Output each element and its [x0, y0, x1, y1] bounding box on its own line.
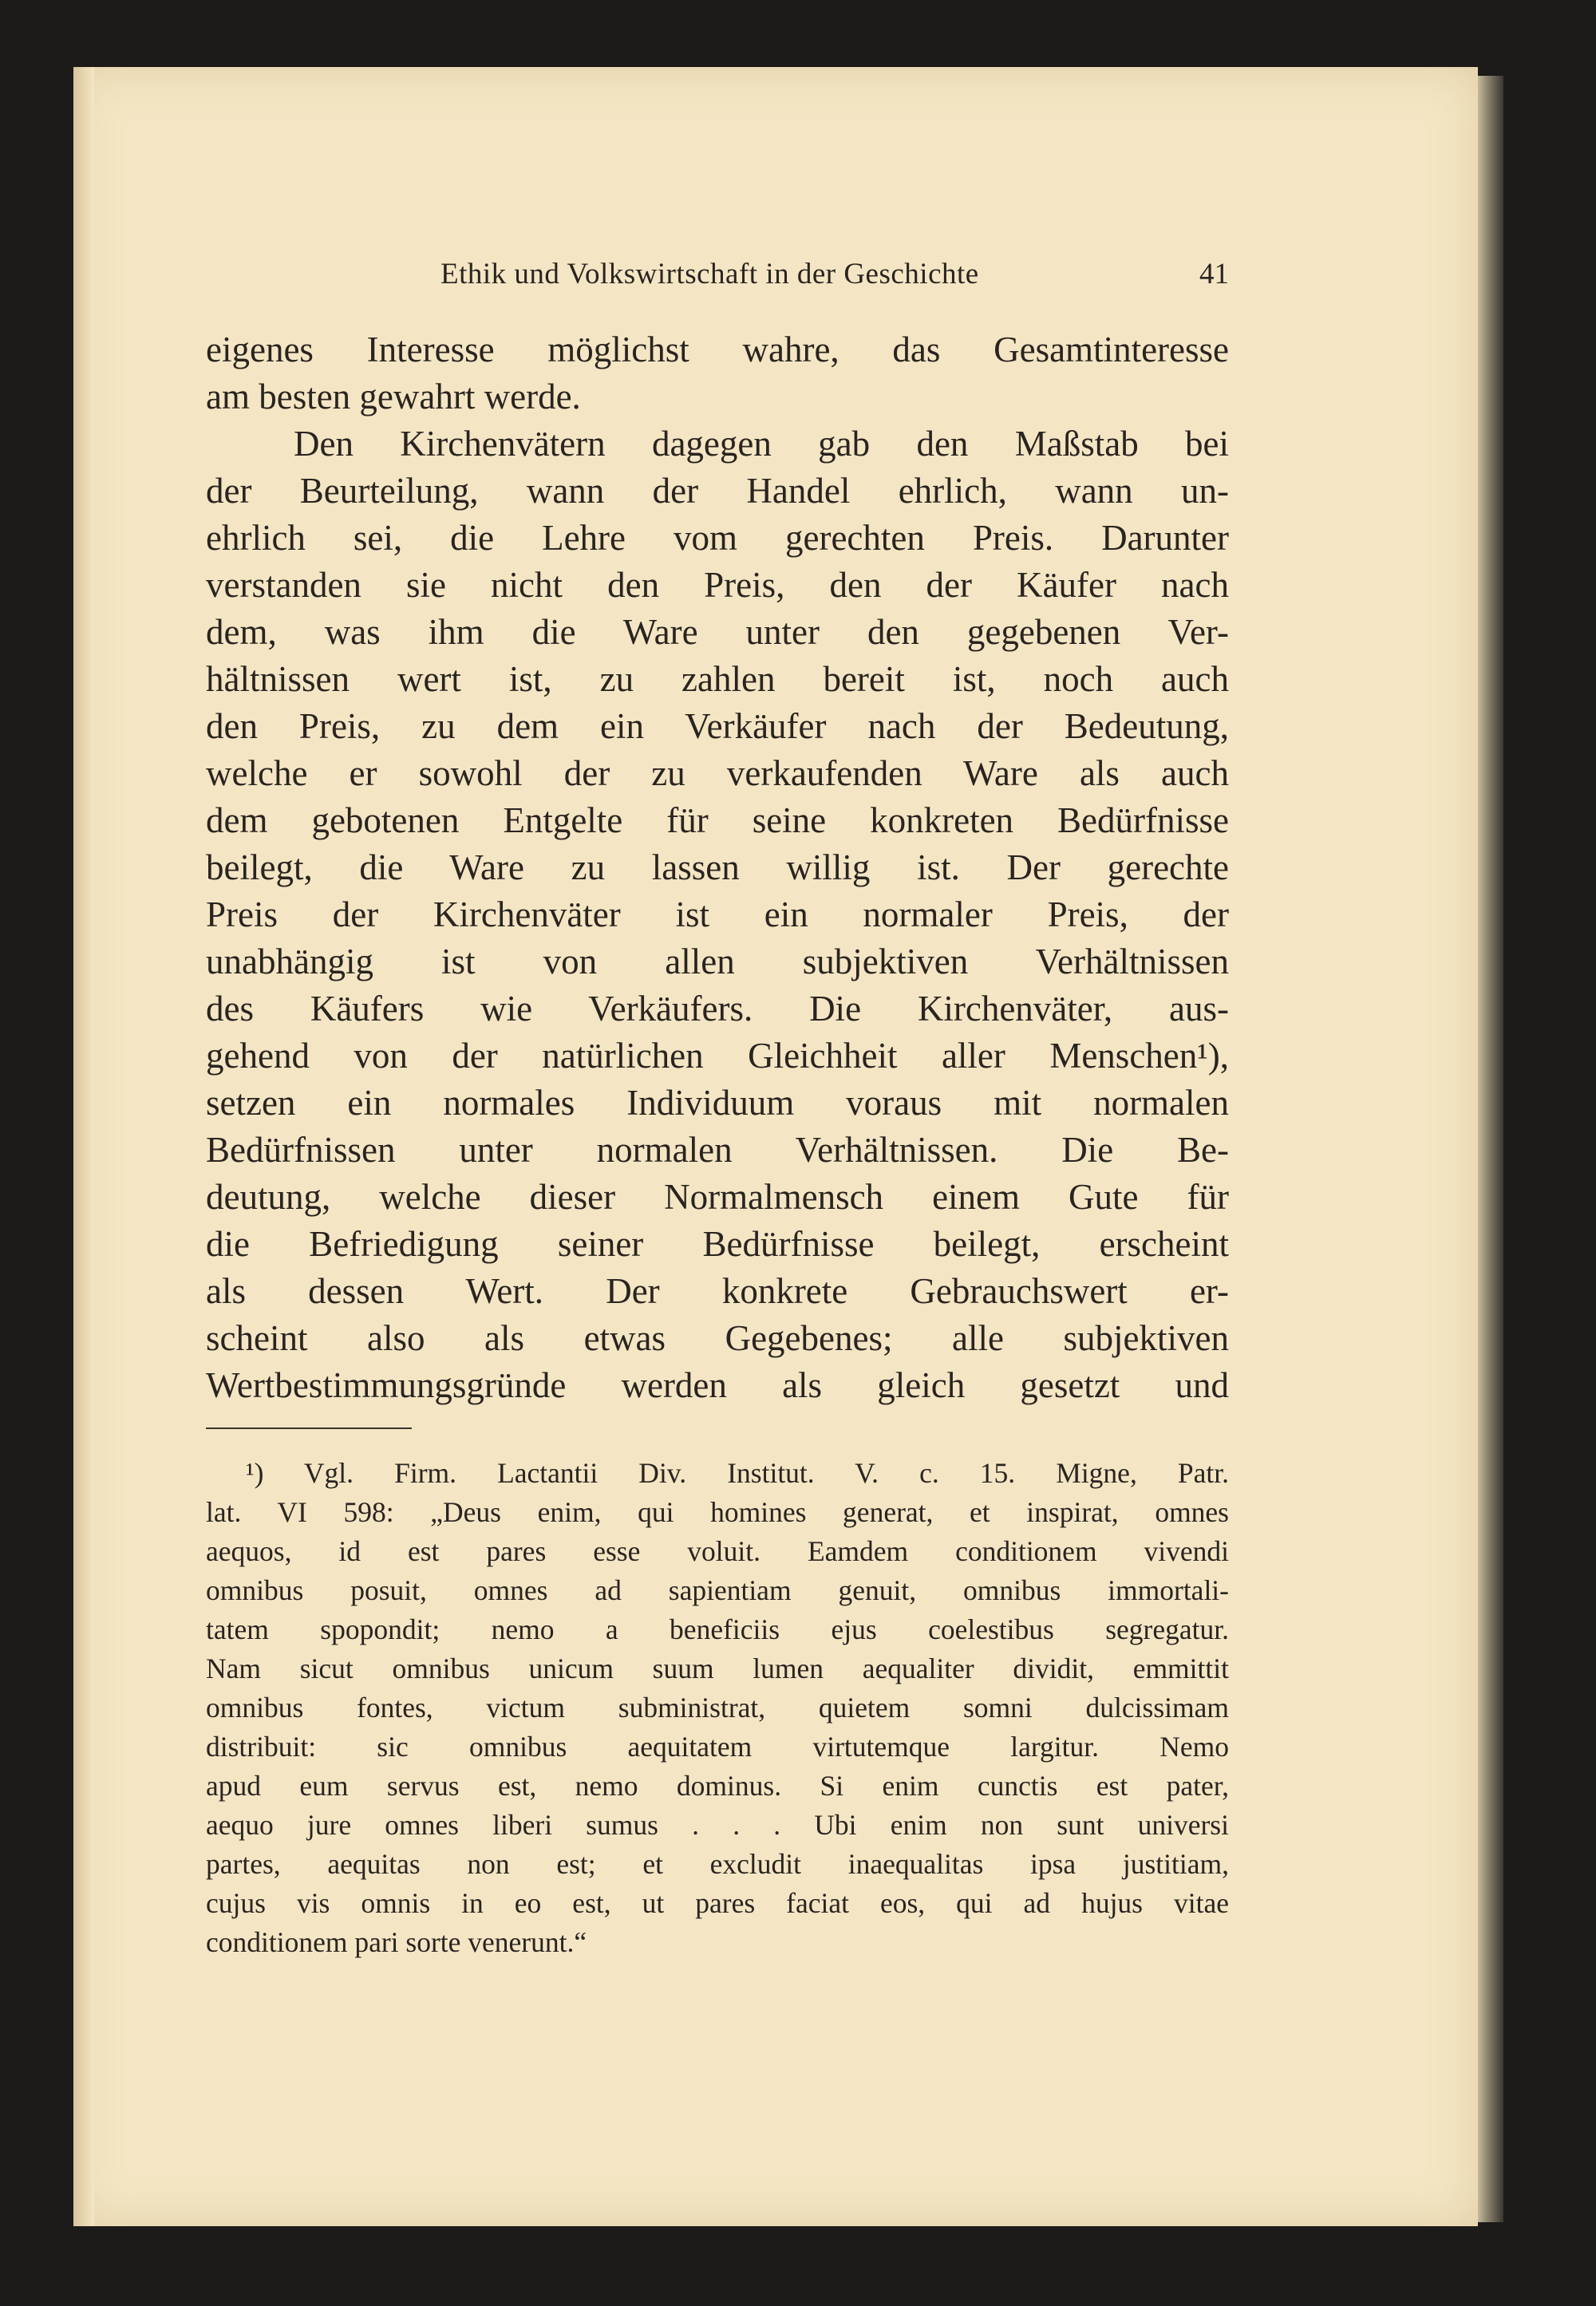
footnote-line: Nam sicut omnibus unicum suum lumen aequaliter dividit, emmittit: [206, 1653, 1229, 1684]
footnote-line: omnibus posuit, omnes ad sapientiam genuit, omnibus immortali-: [206, 1574, 1229, 1606]
body-text-line: die Befriedigung seiner Bedürfnisse beilegt, erscheint: [206, 1224, 1229, 1264]
footnote-line: distribuit: sic omnibus aequitatem virtutemque largitur. Nemo: [206, 1731, 1229, 1763]
footnote-line: aequos, id est pares esse voluit. Eamdem conditionem vivendi: [206, 1535, 1229, 1567]
body-text-line: ehrlich sei, die Lehre vom gerechten Preis. Darunter: [206, 518, 1229, 558]
body-text-line: beilegt, die Ware zu lassen willig ist. Der gerechte: [206, 847, 1229, 887]
book-page: [73, 67, 1478, 2226]
page-number: 41: [1199, 258, 1229, 290]
footnote-line: aequo jure omnes liberi sumus . . . Ubi enim non sunt universi: [206, 1809, 1229, 1841]
running-title: Ethik und Volkswirtschaft in der Geschichte: [440, 258, 979, 290]
footnote-line: ¹) Vgl. Firm. Lactantii Div. Institut. V. c. 15. Migne, Patr.: [246, 1457, 1229, 1489]
running-header: [206, 255, 1229, 294]
footnote-line: cujus vis omnis in eo est, ut pares faciat eos, qui ad hujus vitae: [206, 1887, 1229, 1919]
body-text-line: des Käufers wie Verkäufers. Die Kirchenväter, aus-: [206, 989, 1229, 1029]
body-text-line: deutung, welche dieser Normalmensch einem Gute für: [206, 1177, 1229, 1217]
footnote-line: lat. VI 598: „Deus enim, qui homines generat, et inspirat, omnes: [206, 1496, 1229, 1528]
body-text-line: als dessen Wert. Der konkrete Gebrauchswert er-: [206, 1271, 1229, 1311]
body-text-line: der Beurteilung, wann der Handel ehrlich, wann un-: [206, 471, 1229, 511]
footnote-line: omnibus fontes, victum subministrat, quietem somni dulcissimam: [206, 1692, 1229, 1724]
footnote-line: conditionem pari sorte venerunt.“: [206, 1926, 587, 1958]
page-stack-edge: [1476, 76, 1503, 2222]
footnote-line: partes, aequitas non est; et excludit inaequalitas ipsa justitiam,: [206, 1848, 1229, 1880]
body-text-line: Preis der Kirchenväter ist ein normaler Preis, der: [206, 894, 1229, 934]
footnote-line: apud eum servus est, nemo dominus. Si enim cunctis est pater,: [206, 1770, 1229, 1802]
body-text-line: gehend von der natürlichen Gleichheit aller Menschen¹),: [206, 1036, 1229, 1076]
body-text-line: eigenes Interesse möglichst wahre, das Gesamtinteresse: [206, 330, 1229, 369]
body-text-line: setzen ein normales Individuum voraus mit normalen: [206, 1083, 1229, 1123]
body-text-line: dem, was ihm die Ware unter den gegebenen Ver-: [206, 612, 1229, 652]
footnote-line: tatem spopondit; nemo a beneficiis ejus coelestibus segregatur.: [206, 1613, 1229, 1645]
footnote-rule: [206, 1427, 412, 1429]
body-text-line: dem gebotenen Entgelte für seine konkreten Bedürfnisse: [206, 800, 1229, 840]
body-text-line: unabhängig ist von allen subjektiven Verhältnissen: [206, 942, 1229, 981]
body-text-line: scheint also als etwas Gegebenes; alle subjektiven: [206, 1318, 1229, 1358]
body-text-line: Bedürfnissen unter normalen Verhältnissen. Die Be-: [206, 1130, 1229, 1170]
body-text-line: am besten gewahrt werde.: [206, 377, 581, 417]
body-text-line: den Preis, zu dem ein Verkäufer nach der Bedeutung,: [206, 706, 1229, 746]
page-gutter: [73, 67, 94, 2226]
body-text-line: verstanden sie nicht den Preis, den der Käufer nach: [206, 565, 1229, 605]
body-text-line: welche er sowohl der zu verkaufenden Ware als auch: [206, 753, 1229, 793]
body-text-line: hältnissen wert ist, zu zahlen bereit ist, noch auch: [206, 659, 1229, 699]
body-text-line: Den Kirchenvätern dagegen gab den Maßstab bei: [294, 424, 1229, 464]
body-text-line: Wertbestimmungsgründe werden als gleich gesetzt und: [206, 1365, 1229, 1405]
